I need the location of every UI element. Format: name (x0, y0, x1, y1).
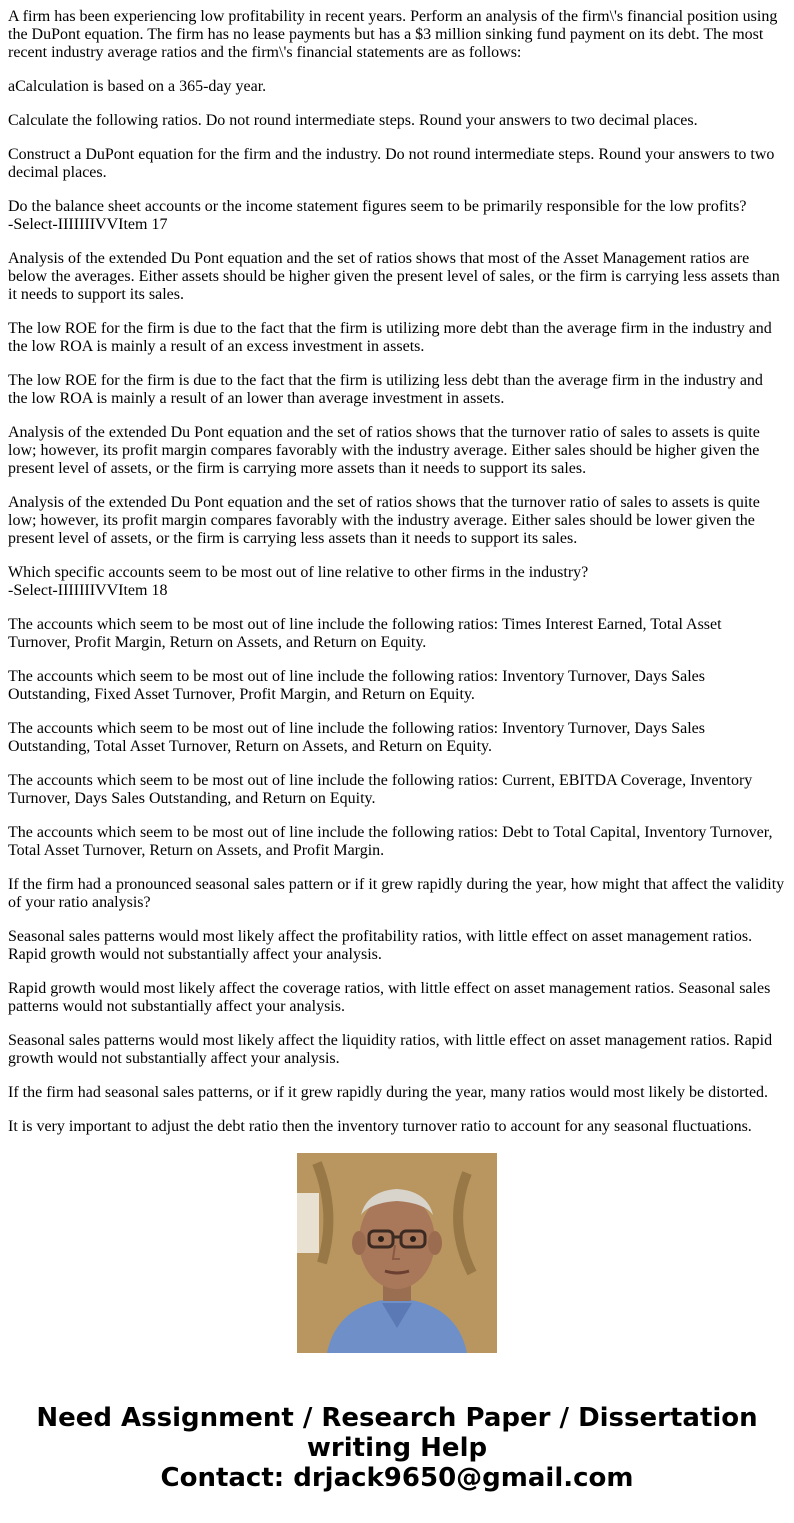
question-18-prompt: Which specific accounts seem to be most out of line relative to other firms in the industry? (8, 564, 589, 581)
intro-paragraph: A firm has been experiencing low profitability in recent years. Perform an analysis of the firm\'s financial position using the DuPont equation. The firm has no lease payments but has a $3 million sinking fund payment on its debt. The most recent industry average ratios and the firm\'s financial statements are as follows: (8, 8, 778, 61)
q18-option: The accounts which seem to be most out of line include the following ratios: Inventory Turnover, Days Sales Outstanding, Fixed Asset Turnover, Profit Margin, and Return on Equity. (8, 668, 706, 703)
q17-option: Analysis of the extended Du Pont equation and the set of ratios shows that the turnover ratio of sales to assets is quite low; however, its profit margin compares favorably with the industry average. Either sales should be lower given the present level of assets, or the firm is carrying less assets than it needs to support its sales. (8, 494, 760, 547)
q17-option: The low ROE for the firm is due to the fact that the firm is utilizing more debt than the average firm in the industry and the low ROA is mainly a result of an excess investment in assets. (8, 320, 772, 355)
q17-option: Analysis of the extended Du Pont equation and the set of ratios shows that most of the Asset Management ratios are below the averages. Either assets should be higher given the present level of sales, or the firm is carrying less assets than it needs to support its sales. (8, 250, 780, 303)
q19-option: Rapid growth would most likely affect the coverage ratios, with little effect on asset management ratios. Seasonal sales patterns would not substantially affect your analysis. (8, 980, 771, 1015)
question-17 (8, 198, 786, 234)
dupont-instructions: Construct a DuPont equation for the firm and the industry. Do not round intermediate steps. Round your answers to two decimal places. (8, 146, 775, 181)
question-18-select[interactable]: -Select-IIIIIIIVVItem 18 (8, 582, 168, 599)
question-19-prompt: If the firm had a pronounced seasonal sales pattern or if it grew rapidly during the year, how might that affect the validity of your ratio analysis? (8, 876, 785, 911)
banner-contact-email: Contact: drjack9650@gmail.com (160, 1463, 634, 1493)
banner-line-1: Need Assignment / Research Paper / Dissertation (36, 1403, 758, 1433)
footnote-paragraph: aCalculation is based on a 365-day year. (8, 78, 267, 95)
question-document (8, 0, 786, 1135)
q19-option: If the firm had seasonal sales patterns, or if it grew rapidly during the year, many ratios would most likely be distorted. (8, 1084, 769, 1101)
question-17-prompt: Do the balance sheet accounts or the income statement figures seem to be primarily responsible for the low profits? (8, 198, 747, 215)
q19-option: It is very important to adjust the debt ratio then the inventory turnover ratio to account for any seasonal fluctuations. (8, 1118, 752, 1135)
ratio-instructions: Calculate the following ratios. Do not round intermediate steps. Round your answers to two decimal places. (8, 112, 698, 129)
q18-option: The accounts which seem to be most out of line include the following ratios: Debt to Total Capital, Inventory Turnover, Total Asset Turnover, Return on Assets, and Profit Margin. (8, 824, 773, 859)
q18-option: The accounts which seem to be most out of line include the following ratios: Current, EBITDA Coverage, Inventory Turnover, Days Sales Outstanding, and Return on Equity. (8, 772, 753, 807)
q18-option: The accounts which seem to be most out of line include the following ratios: Times Interest Earned, Total Asset Turnover, Profit Margin, Return on Assets, and Return on Equity. (8, 616, 722, 651)
q17-option: The low ROE for the firm is due to the fact that the firm is utilizing less debt than the average firm in the industry and the low ROA is mainly a result of an lower than average investment in assets. (8, 372, 763, 407)
question-18 (8, 564, 786, 600)
avatar-portrait-image (297, 1153, 497, 1353)
avatar (297, 1153, 497, 1353)
q19-option: Seasonal sales patterns would most likely affect the liquidity ratios, with little effect on asset management ratios. Rapid growth would not substantially affect your analysis. (8, 1032, 773, 1067)
q18-option: The accounts which seem to be most out of line include the following ratios: Inventory Turnover, Days Sales Outstanding, Total Asset Turnover, Return on Assets, and Return on Equity. (8, 720, 706, 755)
q19-option: Seasonal sales patterns would most likely affect the profitability ratios, with little effect on asset management ratios. Rapid growth would not substantially affect your analysis. (8, 928, 753, 963)
contact-banner (0, 1403, 794, 1493)
question-17-select[interactable]: -Select-IIIIIIIVVItem 17 (8, 216, 168, 233)
banner-line-2: writing Help (306, 1433, 488, 1463)
q17-option: Analysis of the extended Du Pont equation and the set of ratios shows that the turnover ratio of sales to assets is quite low; however, its profit margin compares favorably with the industry average. Either sales should be higher given the present level of assets, or the firm is carrying more assets than it needs to support its sales. (8, 424, 760, 477)
